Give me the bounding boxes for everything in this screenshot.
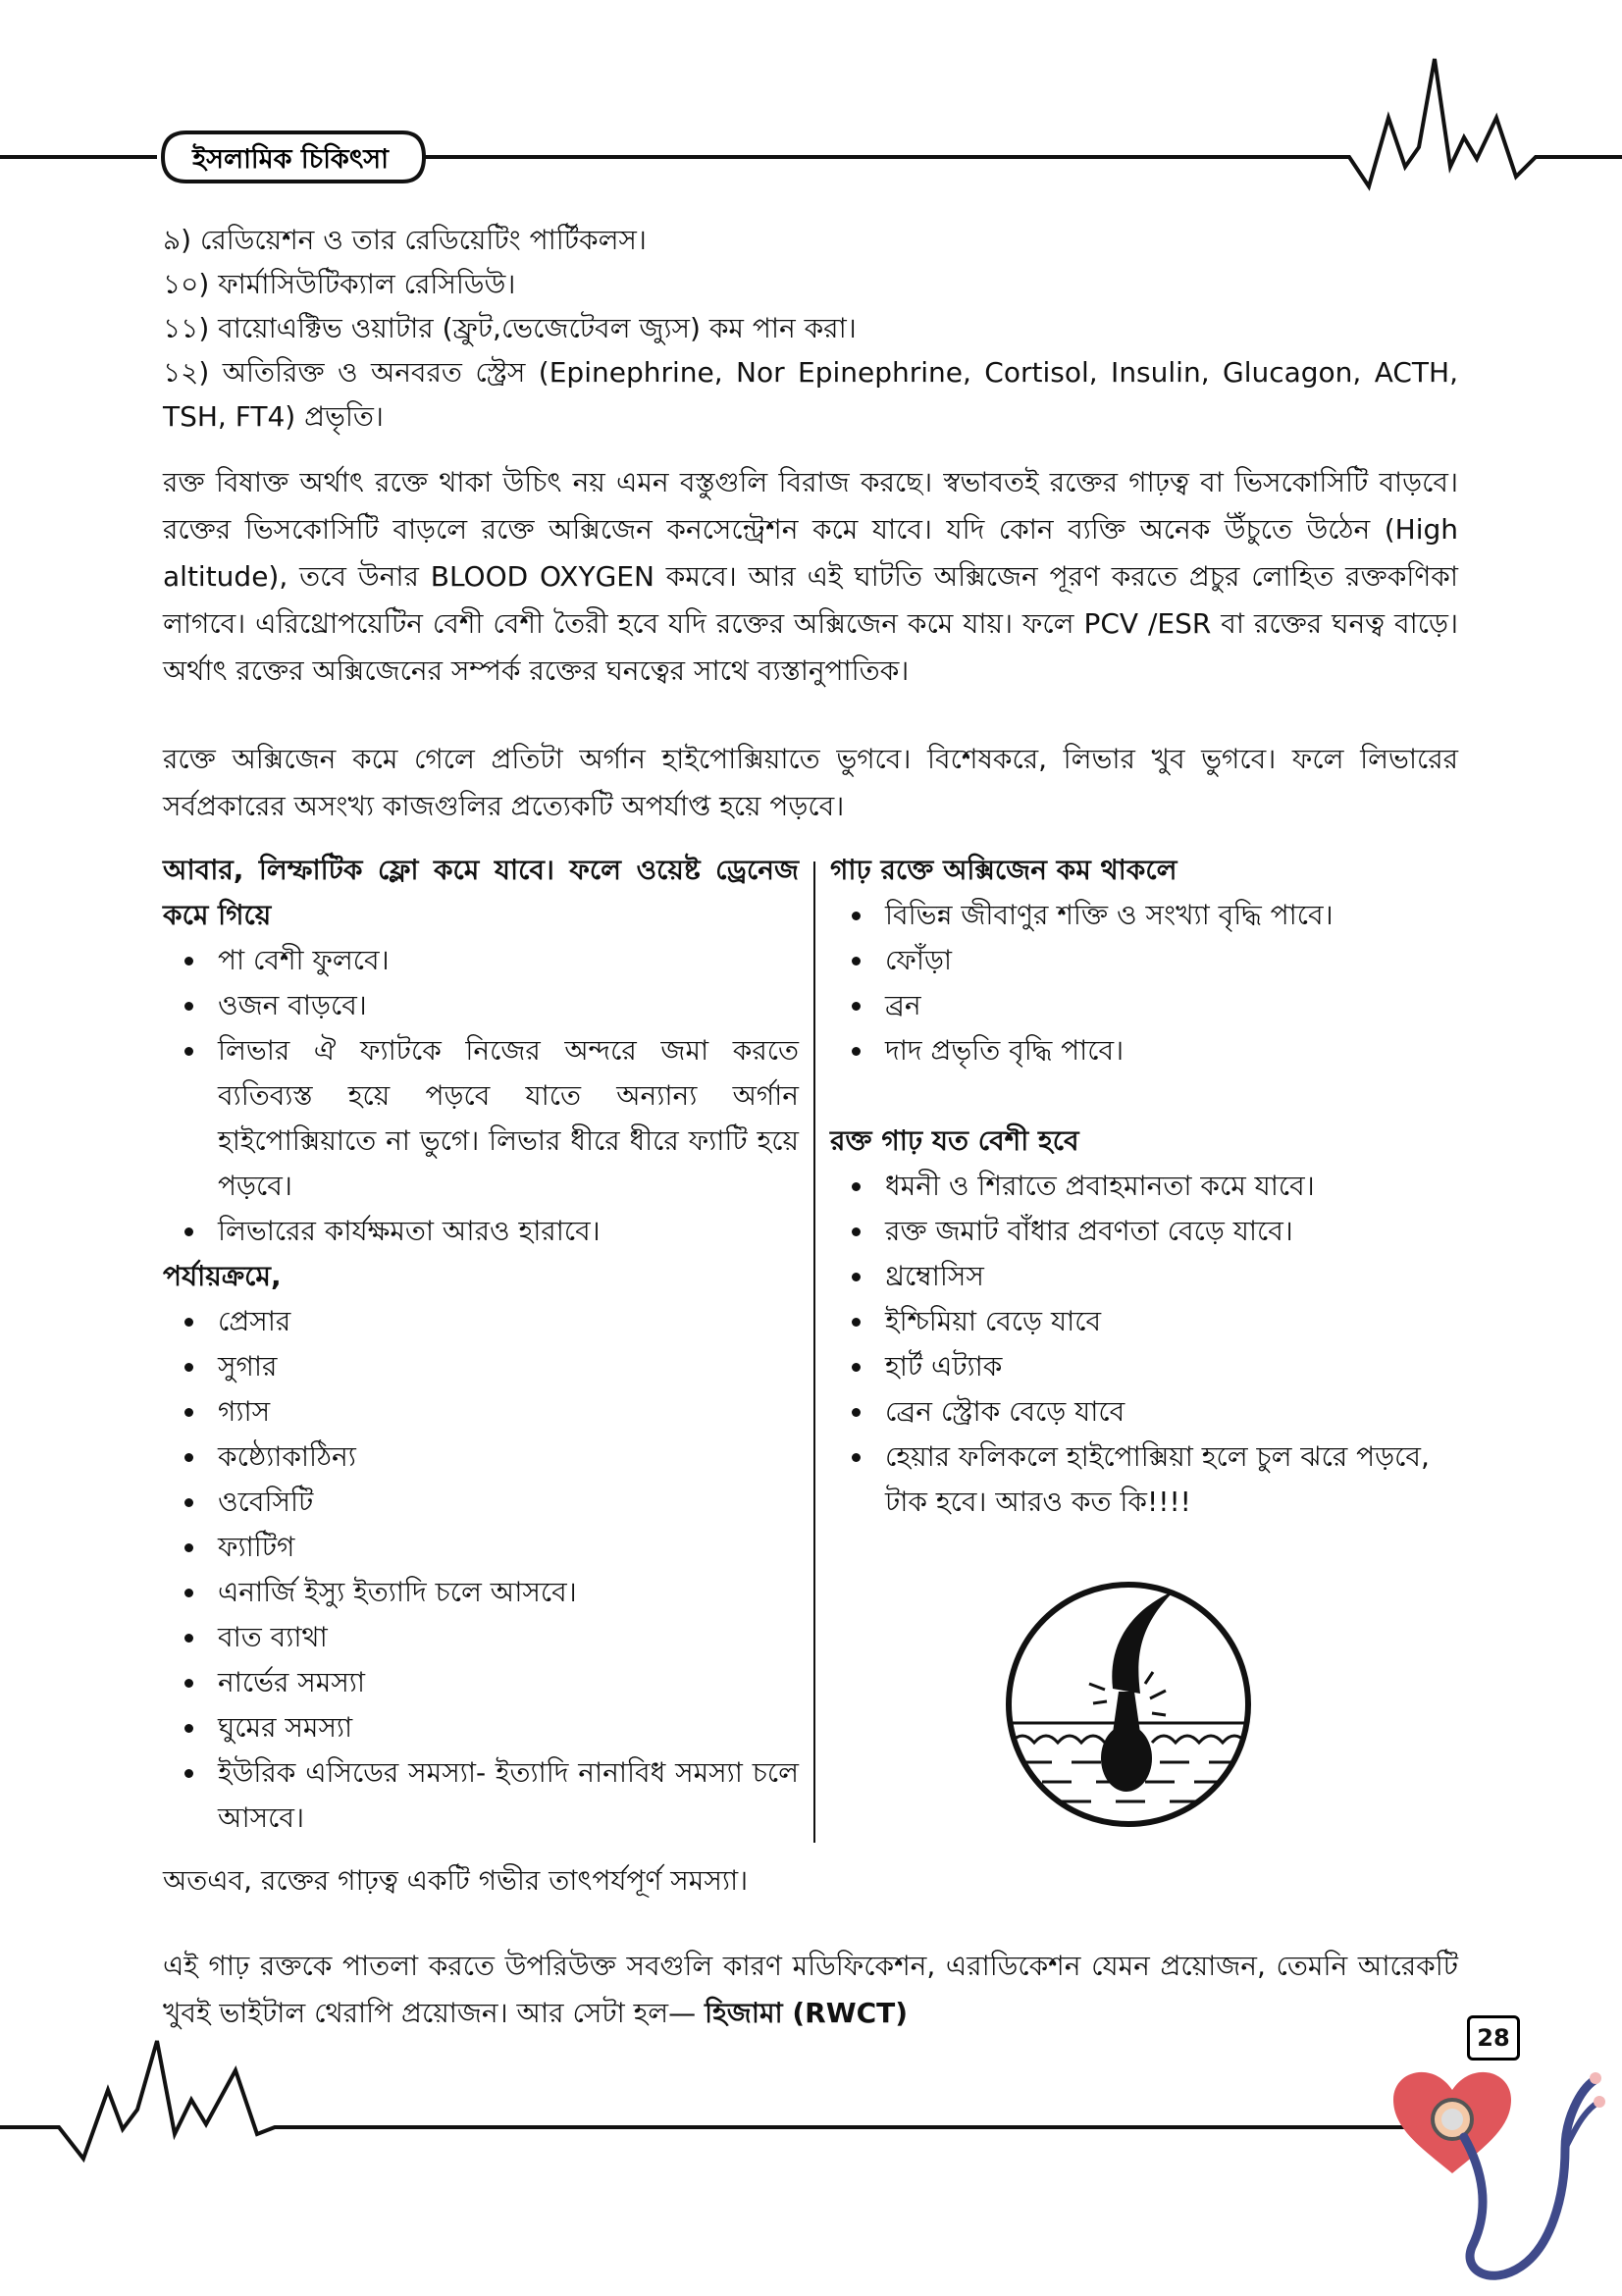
column-divider (813, 861, 815, 1843)
list-item: থ্রম্বোসিস (885, 1254, 1458, 1299)
paragraph-hypoxia: রক্তে অক্সিজেন কমে গেলে প্রতিটা অর্গান হাইপোক্সিয়াতে ভুগবে। বিশেষকরে, লিভার খুব ভুগবে। ফলে লিভারের সর্বপ্রকারের অসংখ্য কাজগুলির প্রত্যেকটি অপর্যাপ্ত হয়ে পড়বে। (163, 743, 1458, 822)
list-item: দাদ প্রভৃতি বৃদ্ধি পাবে। (885, 1028, 1458, 1073)
intro-list (163, 218, 1458, 439)
footer-heartbeat-line (0, 2002, 1622, 2296)
list-item: বিভিন্ন জীবাণুর শক্তি ও সংখ্যা বৃদ্ধি পাবে। (885, 893, 1458, 938)
list-item: ফ্যাটিগ (218, 1525, 799, 1570)
list-item: ইউরিক এসিডের সমস্যা- ইত্যাদি নানাবিধ সমস্যা চলে আসবে। (218, 1750, 799, 1841)
list-item: হার্ট এট্যাক (885, 1344, 1458, 1389)
list-item: গ্যাস (218, 1389, 799, 1435)
list-item: লিভারের কার্যক্ষমতা আরও হারাবে। (218, 1209, 799, 1254)
left-heading: আবার, লিম্ফাটিক ফ্লো কমে যাবে। ফলে ওয়েষ্ট ড্রেনেজ কমে গিয়ে (163, 854, 799, 931)
list-item: ওজন বাড়বে। (218, 983, 799, 1028)
list-item: ইশ্চিমিয়া বেড়ে যাবে (885, 1299, 1458, 1344)
header-heartbeat-line (0, 39, 1622, 216)
left-heading-2: পর্যায়ক্রমে, (163, 1260, 282, 1292)
list-item: ফোঁড়া (885, 938, 1458, 983)
intro-item: ১২) অতিরিক্ত ও অনবরত স্ট্রেস (Epinephrine, Nor Epinephrine, Cortisol, Insulin, Glucagon, ACTH, TSH, FT4) প্রভৃতি। (163, 356, 1458, 433)
intro-item: ৯) রেডিয়েশন ও তার রেডিয়েটিং পার্টিকলস। (163, 224, 647, 256)
header-title: ইসলামিক চিকিৎসা (192, 143, 389, 175)
left-list-1 (163, 938, 799, 1254)
right-heading-2: রক্ত গাঢ় যত বেশী হবে (830, 1124, 1079, 1157)
paragraph-viscosity: রক্ত বিষাক্ত অর্থাৎ রক্তে থাকা উচিৎ নয় এমন বস্তুগুলি বিরাজ করছে। স্বভাবতই রক্তের গাঢ়ত্ব বা ভিসকোসিটি বাড়বে। রক্তের ভিসকোসিটি বাড়লে রক্তে অক্সিজেন কনসেন্ট্রেশন কমে যাবে। যদি কোন ব্যক্তি অনেক উঁচুতে উঠেন (High altitude), তবে উনার BLOOD OXYGEN কমবে। আর এই ঘাটতি অক্সিজেন পূরণ করতে প্রচুর লোহিত রক্তকণিকা লাগবে। এরিথ্রোপয়েটিন বেশী বেশী তৈরী হবে যদি রক্তের অক্সিজেন কমে যায়। ফলে PCV /ESR বা রক্তের ঘনত্ব বাড়ে। অর্থাৎ রক্তের অক্সিজেনের সম্পর্ক রক্তের ঘনত্বের সাথে ব্যস্তানুপাতিক। (163, 466, 1458, 687)
list-item: এনার্জি ইস্যু ইত্যাদি চলে আসবে। (218, 1570, 799, 1615)
list-item: পা বেশী ফুলবে। (218, 938, 799, 983)
list-item: ব্রেন স্ট্রোক বেড়ে যাবে (885, 1389, 1458, 1435)
list-item: ওবেসিটি (218, 1480, 799, 1525)
left-column (163, 848, 799, 1841)
right-column (830, 848, 1458, 1525)
list-item: বাত ব্যাথা (218, 1615, 799, 1660)
list-item: লিভার ঐ ফ্যাটকে নিজের অন্দরে জমা করতে ব্যতিব্যস্ত হয়ে পড়বে যাতে অন্যান্য অর্গান হাইপোক্সিয়াতে না ভুগে। লিভার ধীরে ধীরে ফ্যাটি হয়ে পড়বে। (218, 1028, 799, 1209)
list-item: হেয়ার ফলিকলে হাইপোক্সিয়া হলে চুল ঝরে পড়বে, টাক হবে। আরও কত কি!!!! (885, 1435, 1458, 1525)
intro-item: ১০) ফার্মাসিউটিক্যাল রেসিডিউ। (163, 268, 516, 300)
hair-follicle-icon (1003, 1576, 1254, 1833)
page-number: 28 (1467, 2015, 1520, 2061)
list-item: প্রেসার (218, 1299, 799, 1344)
list-item: সুগার (218, 1344, 799, 1389)
list-item: ঘুমের সমস্যা (218, 1705, 799, 1750)
right-list-1 (830, 893, 1458, 1073)
list-item: ধমনী ও শিরাতে প্রবাহমানতা কমে যাবে। (885, 1164, 1458, 1209)
list-item: কষ্ঠ্যোকাঠিন্য (218, 1435, 799, 1480)
list-item: ব্রন (885, 983, 1458, 1028)
right-heading: গাঢ় রক্তে অক্সিজেন কম থাকলে (830, 854, 1177, 886)
list-item: নার্ভের সমস্যা (218, 1660, 799, 1705)
intro-item: ১১) বায়োএক্টিভ ওয়াটার (ফ্রুট,ভেজেটেবল জ্যুস) কম পান করা। (163, 312, 857, 344)
final-bold-text: হিজামা (RWCT) (705, 1997, 909, 2029)
list-item: রক্ত জমাট বাঁধার প্রবণতা বেড়ে যাবে। (885, 1209, 1458, 1254)
stethoscope-heart-icon (1393, 2051, 1609, 2296)
conclusion-line: অতএব, রক্তের গাঢ়ত্ব একটি গভীর তাৎপর্যপূর্ণ সমস্যা। (163, 1864, 749, 1897)
left-list-2 (163, 1299, 799, 1841)
right-list-2 (830, 1164, 1458, 1525)
final-text: এই গাঢ় রক্তকে পাতলা করতে উপরিউক্ত সবগুলি কারণ মডিফিকেশন, এরাডিকেশন যেমন প্রয়োজন, তেমনি আরেকটি খুবই ভাইটাল থেরাপি প্রয়োজন। আর সেটা হল— (163, 1950, 1458, 2029)
